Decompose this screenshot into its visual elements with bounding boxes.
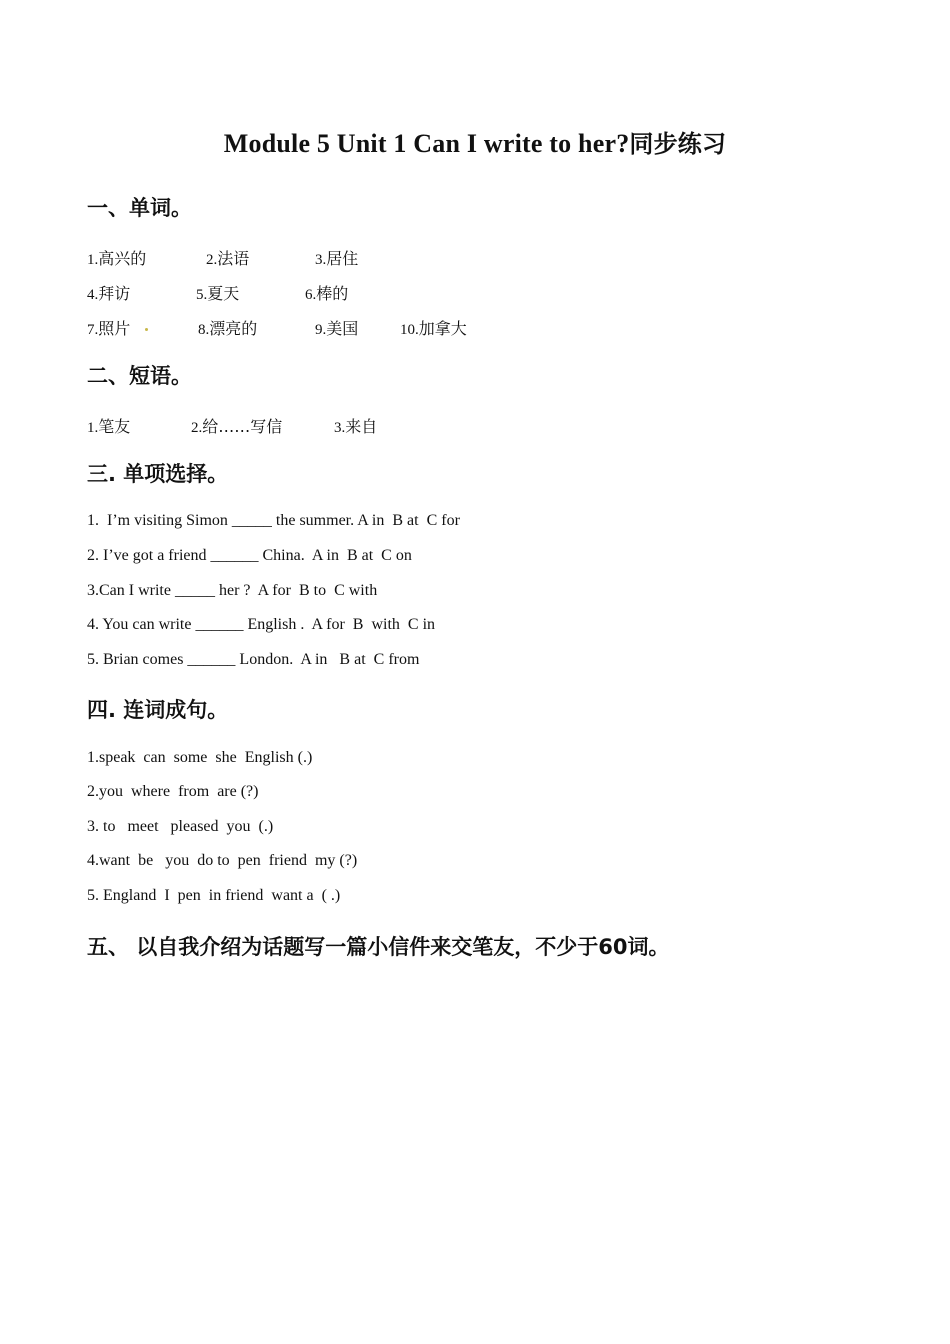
vocab-item: 9.美国	[315, 319, 359, 338]
section-1-heading: 一、单词。	[87, 196, 192, 220]
vocab-item: 10.加拿大	[400, 319, 467, 338]
vocab-item: 8.漂亮的	[198, 319, 258, 338]
vocab-item: 5.夏天	[196, 284, 240, 303]
section-4-heading: 四. 连词成句。	[87, 698, 229, 722]
title-english: Module 5 Unit 1 Can I write to her?	[223, 129, 630, 158]
vocab-item: 7.照片	[87, 319, 131, 338]
vocab-item: 6.棒的	[305, 284, 349, 303]
word-order-question: 3. to meet pleased you (.)	[87, 818, 274, 835]
word-order-question: 4.want be you do to pen friend my (?)	[87, 852, 358, 869]
section-3-heading: 三. 单项选择。	[87, 462, 229, 486]
title-chinese: 同步练习	[629, 130, 727, 158]
choice-question: 2. I’ve got a friend ______ China. A in B at C on	[87, 547, 412, 564]
phrase-item: 2.给……写信	[191, 417, 283, 436]
vocab-item: 2.法语	[206, 249, 250, 268]
phrase-item: 1.笔友	[87, 417, 131, 436]
page-title	[0, 124, 950, 159]
vocab-item: 1.高兴的	[87, 249, 147, 268]
choice-question: 4. You can write ______ English . A for B with C in	[87, 616, 436, 633]
section-5-heading: 五、 以自我介绍为话题写一篇小信件来交笔友，不少于60词。	[87, 935, 670, 959]
word-order-question: 2.you where from are (?)	[87, 783, 259, 800]
word-order-question: 1.speak can some she English (.)	[87, 749, 313, 766]
section-2-heading: 二、短语。	[87, 364, 192, 388]
vocab-item: 3.居住	[315, 249, 359, 268]
phrase-item: 3.来自	[334, 417, 378, 436]
choice-question: 5. Brian comes ______ London. A in B at C from	[87, 651, 420, 668]
vocab-item: 4.拜访	[87, 284, 131, 303]
choice-question: 1. I’m visiting Simon _____ the summer. A in B at C for	[87, 512, 460, 529]
stray-mark	[145, 328, 148, 331]
choice-question: 3.Can I write _____ her ? A for B to C with	[87, 582, 378, 599]
word-order-question: 5. England I pen in friend want a ( .)	[87, 887, 341, 904]
